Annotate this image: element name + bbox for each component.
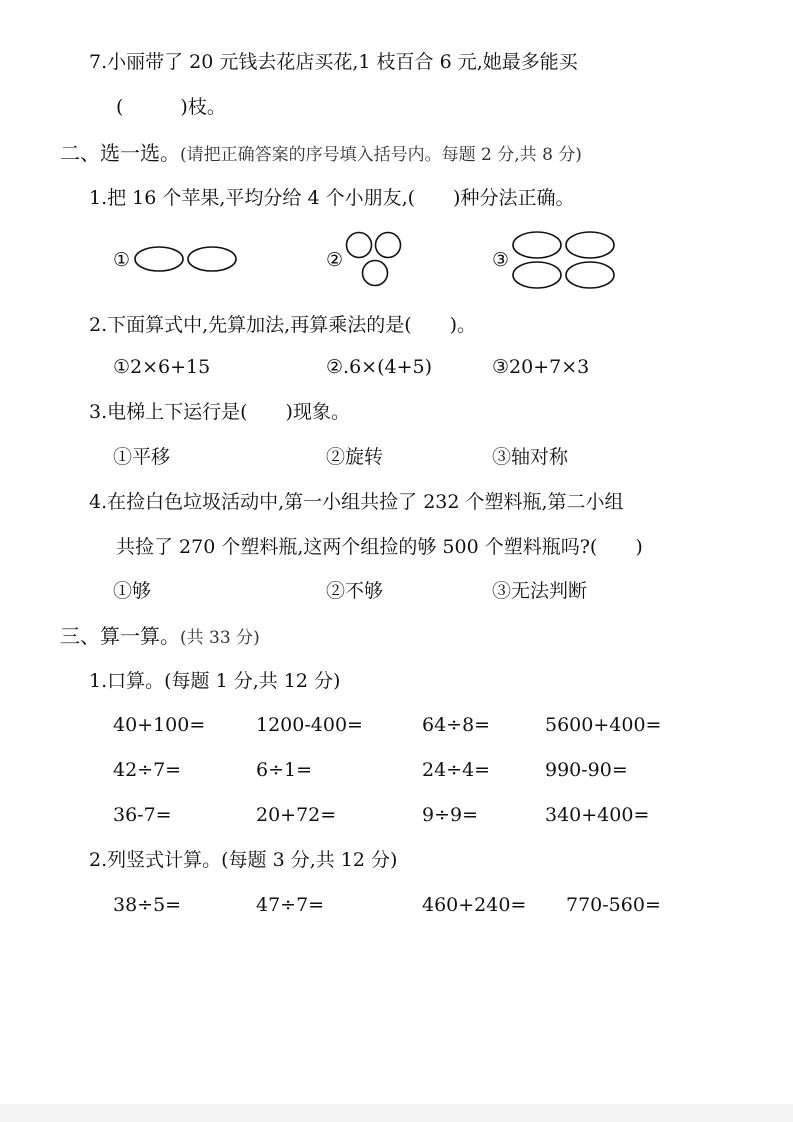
oral-calc-item: 42÷7= [113, 759, 182, 781]
oral-calc-item: 340+400= [545, 804, 650, 826]
s2-q3-text: 3.电梯上下运行是( )现象。 [89, 401, 350, 423]
section2-heading [60, 141, 582, 167]
s2-q2-option-3: ③20+7×3 [492, 356, 590, 378]
s2-q1-option-1: ① [113, 249, 131, 271]
oral-calc-item: 5600+400= [545, 714, 662, 736]
s2-q4-text-line2: 共捡了 270 个塑料瓶,这两个组捡的够 500 个塑料瓶吗?( ) [116, 536, 643, 558]
page-bottom-strip [0, 1104, 793, 1122]
oral-calc-item: 9÷9= [422, 804, 479, 826]
q7-line1: 7.小丽带了 20 元钱去花店买花,1 枝百合 6 元,她最多能买 [89, 51, 578, 73]
section2-title: 二、选一选。 [60, 141, 180, 165]
s2-q3-option-1: ①平移 [113, 446, 171, 468]
vertical-calc-item: 47÷7= [256, 894, 325, 916]
oral-calc-item: 24÷4= [422, 759, 491, 781]
section3-title: 三、算一算。 [60, 624, 180, 648]
three-circles-figure [344, 228, 406, 292]
section3-heading [60, 624, 260, 650]
oral-calc-item: 6÷1= [256, 759, 313, 781]
oral-calc-item: 990-90= [545, 759, 628, 781]
oral-calc-item: 20+72= [256, 804, 337, 826]
s2-q3-option-2: ②旋转 [326, 446, 384, 468]
s3-sub1-title: 1.口算。(每题 1 分,共 12 分) [89, 670, 341, 692]
s2-q1-option-3: ③ [492, 249, 510, 271]
vertical-calc-item: 38÷5= [113, 894, 182, 916]
section3-note: (共 33 分) [180, 628, 260, 648]
vertical-calc-item: 460+240= [422, 894, 527, 916]
s2-q1-option-2: ② [326, 249, 344, 271]
s2-q3-option-3: ③轴对称 [492, 446, 569, 468]
oral-calc-item: 40+100= [113, 714, 206, 736]
section2-note: (请把正确答案的序号填入括号内。每题 2 分,共 8 分) [180, 145, 582, 165]
s2-q4-option-2: ②不够 [326, 580, 384, 602]
s2-q4-option-1: ①够 [113, 580, 152, 602]
q7-line2: ( )枝。 [116, 96, 226, 118]
vertical-calc-item: 770-560= [566, 894, 661, 916]
s2-q4-option-3: ③无法判断 [492, 580, 588, 602]
s2-q2-option-1: ①2×6+15 [113, 356, 211, 378]
four-ovals-figure [510, 228, 620, 292]
two-ovals-figure [132, 245, 242, 275]
s2-q2-text: 2.下面算式中,先算加法,再算乘法的是( )。 [89, 314, 477, 336]
s3-sub2-title: 2.列竖式计算。(每题 3 分,共 12 分) [89, 849, 398, 871]
oral-calc-item: 64÷8= [422, 714, 491, 736]
s2-q4-text-line1: 4.在捡白色垃圾活动中,第一小组共捡了 232 个塑料瓶,第二小组 [89, 491, 624, 513]
s2-q1-text: 1.把 16 个苹果,平均分给 4 个小朋友,( )种分法正确。 [89, 187, 575, 209]
s2-q2-option-2: ②.6×(4+5) [326, 356, 433, 378]
oral-calc-item: 1200-400= [256, 714, 363, 736]
oral-calc-item: 36-7= [113, 804, 172, 826]
